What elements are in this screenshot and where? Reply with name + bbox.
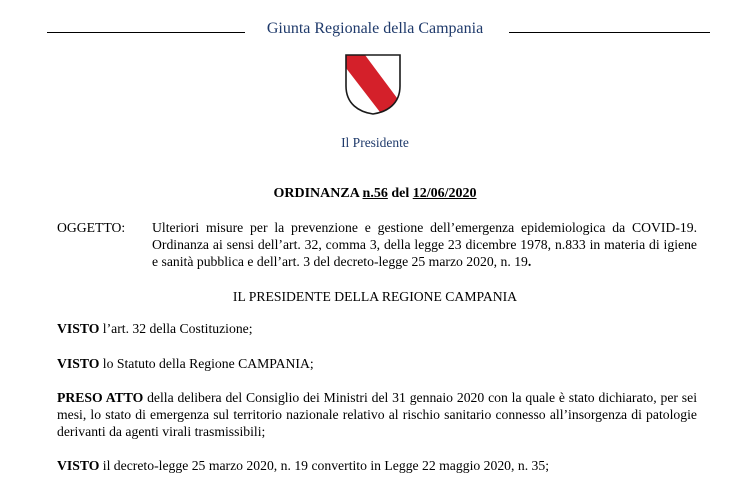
paragraph-text: della delibera del Consiglio dei Ministri del 31 gennaio 2020 con la quale è stato dichiarato, per sei mesi, lo stato di emergenza sul territorio nazionale relativo al rischio sanitario connesso all’insorgenza di patologie derivanti da agenti virali trasmissibili; xyxy=(57,390,697,439)
header-title: Giunta Regionale della Campania xyxy=(266,20,484,37)
paragraph-text: l’art. 32 della Costituzione; xyxy=(99,321,253,336)
paragraph-visto-costituzione xyxy=(57,320,697,337)
header-rule-right xyxy=(509,32,710,33)
paragraph-lead: VISTO xyxy=(57,356,100,371)
oggetto-end: . xyxy=(527,254,532,269)
president-heading: IL PRESIDENTE DELLA REGIONE CAMPANIA xyxy=(232,289,518,304)
oggetto-label: OGGETTO: xyxy=(57,220,126,235)
paragraph-visto-statuto xyxy=(57,355,697,372)
oggetto-body: Ulteriori misure per la prevenzione e gestione dell’emergenza epidemiologica da COVID-19. Ordinanza ai sensi dell’art. 32, comma 3, della legge 23 dicembre 1978, n.833 in materia di igiene e sanità pubblica e dell’art. 3 del decreto-legge 25 marzo 2020, n. 19 xyxy=(152,220,697,269)
paragraph-preso-atto xyxy=(57,389,697,440)
paragraph-text: lo Statuto della Regione CAMPANIA; xyxy=(99,356,314,371)
paragraph-text: il decreto-legge 25 marzo 2020, n. 19 convertito in Legge 22 maggio 2020, n. 35; xyxy=(99,458,550,473)
oggetto-text xyxy=(152,219,697,270)
campania-crest-icon xyxy=(343,52,403,116)
paragraph-lead: VISTO xyxy=(57,458,100,473)
ordinanza-number: n.56 xyxy=(362,186,388,201)
ordinanza-date: 12/06/2020 xyxy=(412,186,477,201)
header-subtitle: Il Presidente xyxy=(341,135,409,150)
paragraph-lead: VISTO xyxy=(57,321,100,336)
ordinanza-title xyxy=(0,186,750,202)
paragraph-visto-decreto xyxy=(57,457,697,474)
paragraph-lead: PRESO ATTO xyxy=(57,390,144,405)
ordinanza-prefix: ORDINANZA xyxy=(273,186,360,201)
ordinanza-del: del xyxy=(391,186,410,201)
